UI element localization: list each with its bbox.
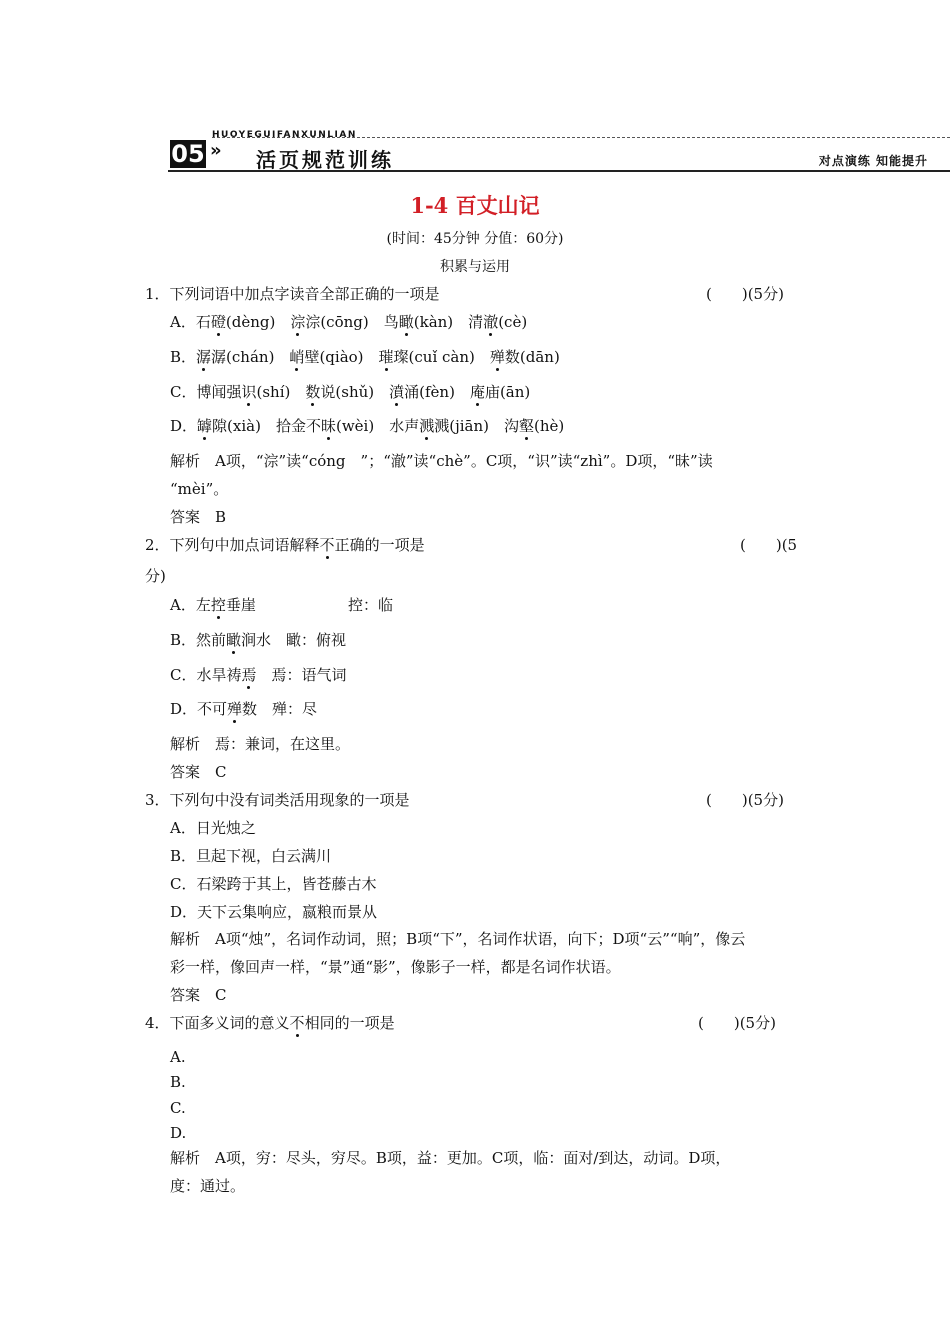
q2-option-a-gloss: 控：临 (348, 596, 394, 614)
q3-option-a: A．日光烛之 (170, 819, 256, 837)
q3-option-c: C．石梁跨于其上，皆苍藤古木 (170, 875, 377, 893)
q2-option-c: C．水旱祷焉 焉：语气词 (170, 666, 347, 684)
time-score-info: (时间：45分钟 分值：60分) (386, 231, 564, 247)
q4-analysis-line1: 解析 A项，穷：尽头，穷尽。B项，益：更加。C项，临：面对/到达，动词。D项， (170, 1149, 731, 1167)
q1-option-b: B．潺潺(chán) 峭壁(qiào) 璀璨(cuǐ càn) 殚数(dān) (170, 348, 560, 366)
q3-analysis-line1: 解析 A项“烛”，名词作动词，照；B项“下”，名词作状语，向下；D项“云”“响”，像云 (170, 930, 746, 948)
q3-stem: 3．下列句中没有词类活用现象的一项是 (145, 791, 410, 809)
double-chevron-icon: » (210, 140, 222, 161)
q3-option-b: B．旦起下视，白云满川 (170, 847, 332, 865)
header-dashed-line (212, 137, 950, 138)
q2-answer: 答案 C (170, 763, 227, 781)
q2-option-a: A．左控垂崖 (170, 596, 256, 614)
q3-answer: 答案 C (170, 986, 227, 1004)
lesson-title: 1-4 百丈山记 (410, 193, 540, 218)
q1-option-a: A．石磴(dèng) 淙淙(cōng) 鸟瞰(kàn) 清澈(cè) (170, 313, 528, 331)
q4-stem: 4．下面多义词的意义不相同的一项是 (145, 1014, 395, 1032)
page-header (168, 128, 950, 174)
q2-score: ( )(5 (740, 536, 798, 554)
q4-option-d: D. (170, 1124, 187, 1142)
q4-option-b: B. (170, 1073, 186, 1091)
q1-stem: 1．下列词语中加点字读音全部正确的一项是 (145, 285, 440, 303)
q4-analysis-line2: 度：通过。 (170, 1177, 246, 1195)
q3-analysis-line2: 彩一样，像回声一样，“景”通“影”，像影子一样，都是名词作状语。 (170, 958, 621, 976)
q2-option-d: D．不可殚数 殚：尽 (170, 700, 318, 718)
section-heading: 积累与运用 (440, 259, 510, 275)
q1-analysis-line2: “mèi”。 (170, 480, 229, 498)
header-title: 活页规范训练 (256, 148, 394, 172)
q2-analysis: 解析 焉：兼词，在这里。 (170, 735, 351, 753)
q4-score: ( )(5分) (698, 1014, 776, 1032)
q4-option-c: C. (170, 1099, 186, 1117)
q1-score: ( )(5分) (706, 285, 784, 303)
q1-option-d: D．罅隙(xià) 拾金不昧(wèi) 水声溅溅(jiān) 沟壑(hè) (170, 417, 565, 435)
header-pinyin: HUOYEGUIFANXUNLIAN (212, 130, 357, 140)
q2-option-b: B．然前瞰涧水 瞰：俯视 (170, 631, 347, 649)
header-rule (168, 170, 950, 172)
q2-score-continued: 分) (145, 567, 166, 585)
q1-option-c: C．博闻强识(shí) 数说(shǔ) 濆涌(fèn) 庵庙(ān) (170, 383, 531, 401)
q4-option-a: A. (170, 1048, 186, 1066)
q1-answer: 答案 B (170, 508, 227, 526)
q3-option-d: D．天下云集响应，嬴粮而景从 (170, 903, 378, 921)
q1-analysis-line1: 解析 A项，“淙”读“cóng ”；“澈”读“chè”。C项，“识”读“zhì”。D项，“昧”读 (170, 452, 713, 470)
q2-stem: 2．下列句中加点词语解释不正确的一项是 (145, 536, 425, 554)
header-number-badge: 05 (171, 140, 205, 168)
q3-score: ( )(5分) (706, 791, 784, 809)
header-subtitle: 对点演练 知能提升 (818, 154, 928, 168)
